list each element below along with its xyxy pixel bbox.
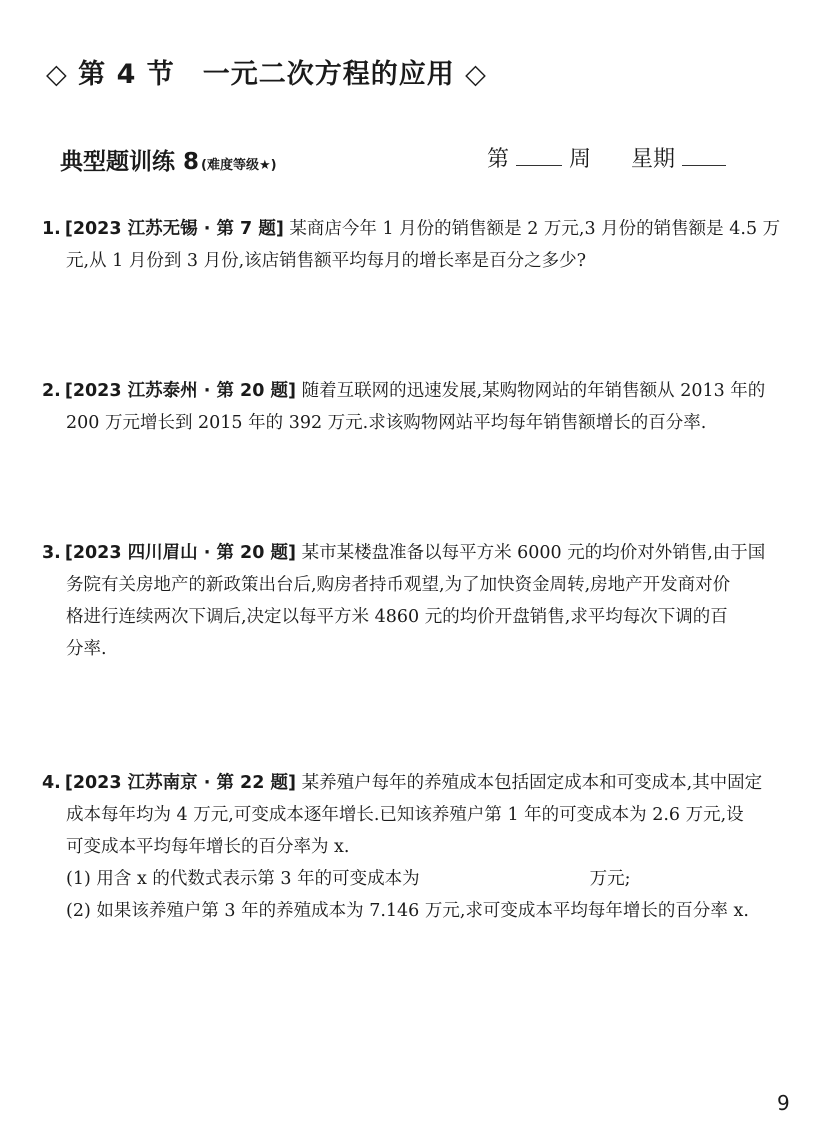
section-heading <box>46 52 487 91</box>
problem-source: [2023 江苏泰州 · 第 20 题] <box>64 381 296 401</box>
difficulty-label: (难度等级★) <box>201 158 277 173</box>
diamond-left-icon: ◇ <box>46 59 68 90</box>
problem-line: 200 万元增长到 2015 年的 392 万元.求该购物网站平均每年销售额增长的百分率. <box>66 413 707 433</box>
weekday-blank[interactable] <box>682 164 726 166</box>
section-title: 一元二次方程的应用 <box>202 59 455 90</box>
problem-line: 务院有关房地产的新政策出台后,购房者持币观望,为了加快资金周转,房地产开发商对价 <box>66 575 731 595</box>
week-suffix: 周 <box>569 147 592 172</box>
section-label: 第 4 节 <box>78 59 175 90</box>
problem-1 <box>42 213 782 277</box>
problem-line: 分率. <box>66 639 107 659</box>
subquestion-label: (1) <box>66 869 91 889</box>
problem-3 <box>42 537 782 665</box>
problem-4 <box>42 767 782 927</box>
problem-line <box>42 767 782 799</box>
week-fill-line <box>487 142 726 173</box>
week-prefix: 第 <box>487 147 510 172</box>
training-title: 典型题训练 8 <box>60 149 200 175</box>
weekday-label: 星期 <box>631 147 676 172</box>
problem-number: 3. <box>42 543 61 563</box>
problem-line: 元,从 1 月份到 3 月份,该店销售额平均每月的增长率是百分之多少? <box>66 251 587 271</box>
problem-line <box>42 537 782 569</box>
problem-line: 格进行连续两次下调后,决定以每平方米 4860 元的均价开盘销售,求平均每次下调的百 <box>66 607 728 627</box>
problem-text: 某市某楼盘准备以每平方米 6000 元的均价对外销售,由于国 <box>301 543 766 563</box>
subquestion-text: 如果该养殖户第 3 年的养殖成本为 7.146 万元,求可变成本平均每年增长的百分率 x. <box>96 901 749 921</box>
problem-text: 某商店今年 1 月份的销售额是 2 万元,3 月份的销售额是 4.5 万 <box>289 219 781 239</box>
page-number: 9 <box>777 1091 790 1115</box>
problem-source: [2023 四川眉山 · 第 20 题] <box>64 543 296 563</box>
problem-text: 某养殖户每年的养殖成本包括固定成本和可变成本,其中固定 <box>301 773 763 793</box>
subquestion-text: 用含 x 的代数式表示第 3 年的可变成本为 <box>96 869 420 889</box>
subquestion-unit: 万元; <box>589 869 631 889</box>
problem-source: [2023 江苏南京 · 第 22 题] <box>64 773 296 793</box>
problem-2 <box>42 375 782 439</box>
training-header <box>60 143 277 176</box>
subquestion-label: (2) <box>66 901 91 921</box>
problem-line: 可变成本平均每年增长的百分率为 x. <box>66 837 350 857</box>
diamond-right-icon: ◇ <box>465 59 487 90</box>
problem-number: 2. <box>42 381 61 401</box>
week-blank[interactable] <box>516 164 562 166</box>
problem-number: 4. <box>42 773 61 793</box>
problem-line: 成本每年均为 4 万元,可变成本逐年增长.已知该养殖户第 1 年的可变成本为 2.6 万元,设 <box>66 805 744 825</box>
problem-line <box>42 213 782 245</box>
subquestion-1 <box>42 863 782 895</box>
problem-line <box>42 375 782 407</box>
problem-text: 随着互联网的迅速发展,某购物网站的年销售额从 2013 年的 <box>301 381 766 401</box>
problem-source: [2023 江苏无锡 · 第 7 题] <box>64 219 284 239</box>
problem-number: 1. <box>42 219 61 239</box>
subquestion-2 <box>42 895 782 927</box>
